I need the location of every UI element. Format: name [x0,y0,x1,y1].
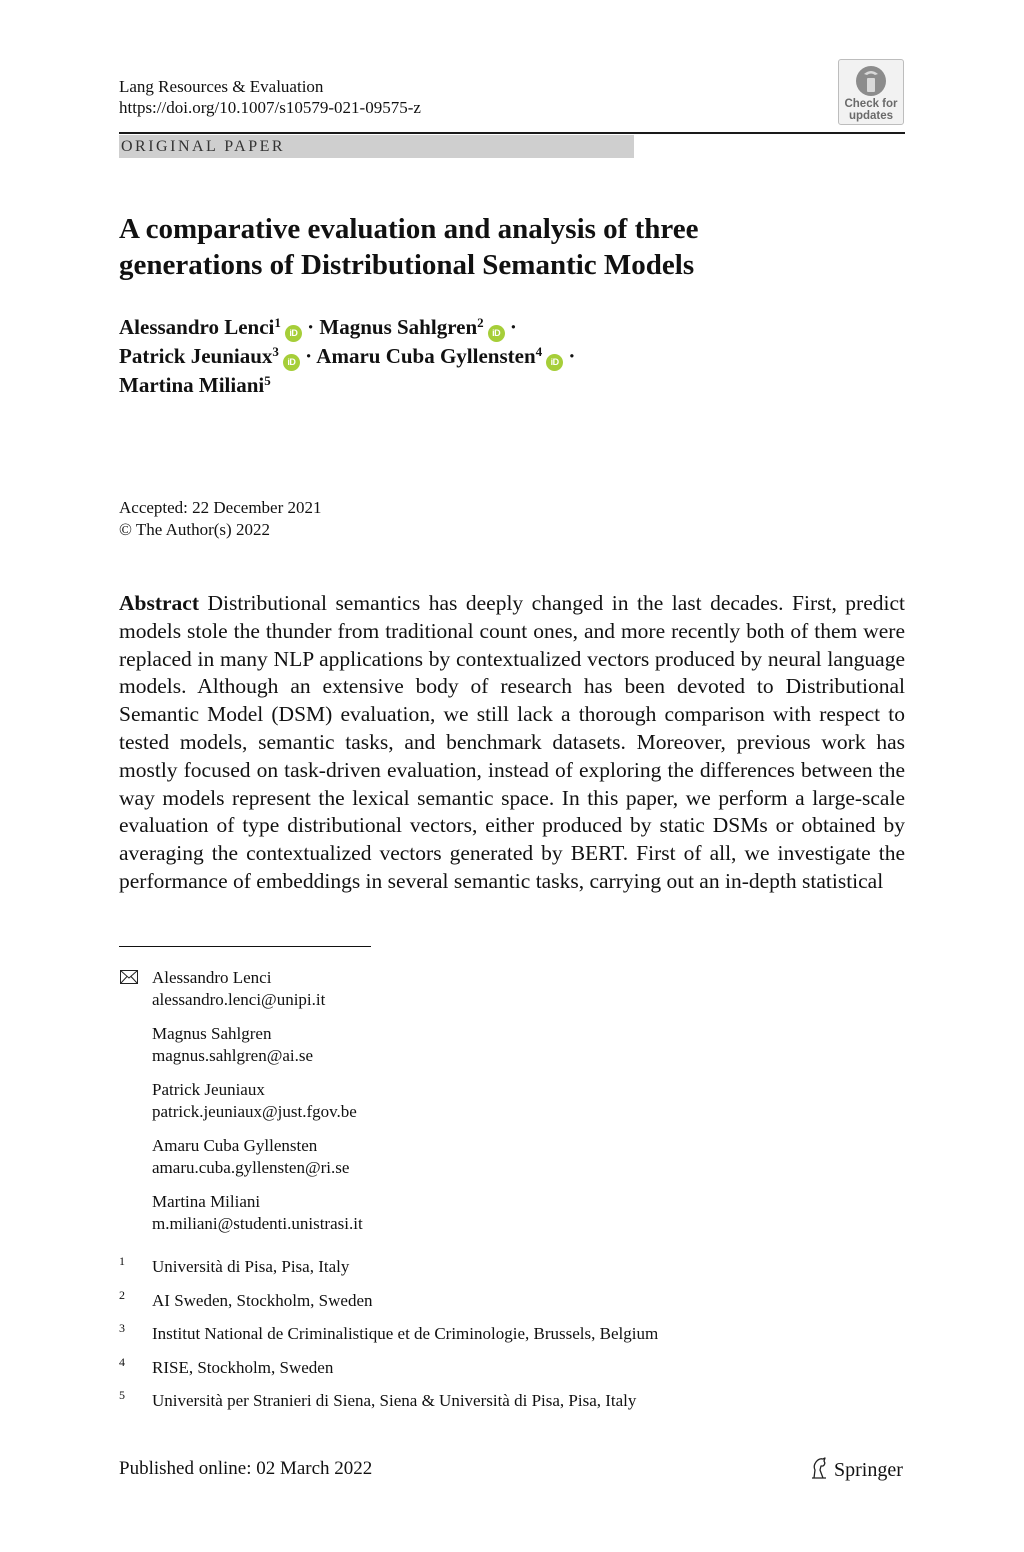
author-affiliation-mark: 4 [535,344,543,359]
journal-header [119,76,421,118]
affiliation-number: 1 [119,1254,125,1268]
badge-line-1: Check for [844,98,898,110]
title-line-2: generations of Distributional Semantic Models [119,249,695,281]
author-separator: · [568,344,576,368]
correspondent-email[interactable]: patrick.jeuniaux@just.fgov.be [152,1102,357,1121]
correspondent-name: Patrick Jeuniaux [152,1080,265,1099]
badge-line-2: updates [848,110,894,122]
affiliation-item [119,1354,905,1391]
envelope-icon [120,970,138,984]
affiliation-number: 2 [119,1287,125,1302]
author-list [119,313,899,400]
correspondence-entry [152,1191,752,1235]
springer-horse-icon [808,1456,830,1480]
author-affiliation-mark: 3 [272,344,279,359]
author-affiliation-mark: 1 [274,315,281,330]
publication-dates [119,497,322,541]
header-rule [119,132,905,134]
orcid-icon[interactable]: iD [283,354,300,371]
affiliation-item [119,1287,905,1324]
abstract-label: Abstract [119,591,200,615]
author-separator: · [305,344,313,368]
affiliation-item [119,1390,905,1424]
title-line-1: A comparative evaluation and analysis of three [119,213,699,245]
affiliation-number: 3 [119,1321,125,1335]
correspondent-name: Amaru Cuba Gyllensten [152,1136,318,1155]
doi-link[interactable]: https://doi.org/10.1007/s10579-021-09575-z [119,98,421,117]
paper-title [119,211,879,283]
affiliation-list [119,1256,905,1424]
author-affiliation-mark: 5 [264,373,271,388]
correspondent-name: Magnus Sahlgren [152,1024,272,1043]
affiliation-number: 4 [119,1354,125,1369]
journal-name: Lang Resources & Evaluation [119,77,324,96]
check-for-updates-badge[interactable] [838,59,904,125]
author-name[interactable]: Martina Miliani [119,373,265,397]
affiliation-text: AI Sweden, Stockholm, Sweden [152,1290,373,1310]
correspondent-email[interactable]: alessandro.lenci@unipi.it [152,990,326,1009]
correspondent-name: Alessandro Lenci [152,968,272,987]
publisher-name: Springer [834,1459,903,1481]
orcid-icon[interactable]: iD [285,325,302,342]
check-updates-icon [854,64,888,98]
correspondent-email[interactable]: amaru.cuba.gyllensten@ri.se [152,1158,350,1177]
footnote-rule [119,946,371,947]
abstract-text: Distributional semantics has deeply changed in the last decades. First, predict models stole the thunder from traditional count ones, and more recently both of them were replaced in many NLP applications by contextualized vectors produced by neural language models. Although an extensive body of research has been devoted to Distributional Semantic Model (DSM) evaluation, we still lack a thorough comparison with respect to tested models, semantic tasks, and benchmark datasets. Moreover, previous work has mostly focused on task-driven evaluation, instead of exploring the differences between the way models represent the lexical semantic space. In this paper, we perform a large-scale evaluation of type distributional vectors, either produced by static DSMs or obtained by averaging the contextualized vectors generated by BERT. First of all, we investigate the performance of embeddings in several semantic tasks, carrying out an in-depth statistical [119,591,906,893]
author-separator: · [509,315,517,339]
published-online-date: Published online: 02 March 2022 [119,1458,373,1479]
section-label: ORIGINAL PAPER [119,135,634,158]
abstract [119,590,905,896]
affiliation-text: Università per Stranieri di Siena, Siena & Università di Pisa, Pisa, Italy [152,1391,637,1410]
correspondent-name: Martina Miliani [152,1192,261,1211]
author-affiliation-mark: 2 [477,315,484,330]
correspondence-entry [152,1135,752,1179]
affiliation-item [119,1323,905,1357]
author-separator: · [307,315,315,339]
affiliation-text: Università di Pisa, Pisa, Italy [152,1257,350,1276]
affiliation-number: 5 [119,1388,125,1402]
copyright-line: © The Author(s) 2022 [119,520,270,539]
correspondent-email[interactable]: m.miliani@studenti.unistrasi.it [152,1214,363,1233]
correspondence-list [152,967,752,1247]
accepted-date: Accepted: 22 December 2021 [119,498,322,517]
affiliation-text: RISE, Stockholm, Sweden [152,1357,334,1377]
author-name[interactable]: Alessandro Lenci [119,315,275,339]
affiliation-item [119,1256,905,1290]
author-name[interactable]: Amaru Cuba Gyllensten [316,344,536,368]
author-name[interactable]: Magnus Sahlgren [319,315,478,339]
correspondence-entry [152,1023,752,1067]
orcid-icon[interactable]: iD [546,354,563,371]
correspondence-entry [152,1079,752,1123]
affiliation-text: Institut National de Criminalistique et de Criminologie, Brussels, Belgium [152,1324,659,1343]
correspondence-entry [152,967,752,1011]
orcid-icon[interactable]: iD [488,325,505,342]
publisher-logo [808,1456,903,1483]
correspondent-email[interactable]: magnus.sahlgren@ai.se [152,1046,314,1065]
author-name[interactable]: Patrick Jeuniaux [119,344,273,368]
